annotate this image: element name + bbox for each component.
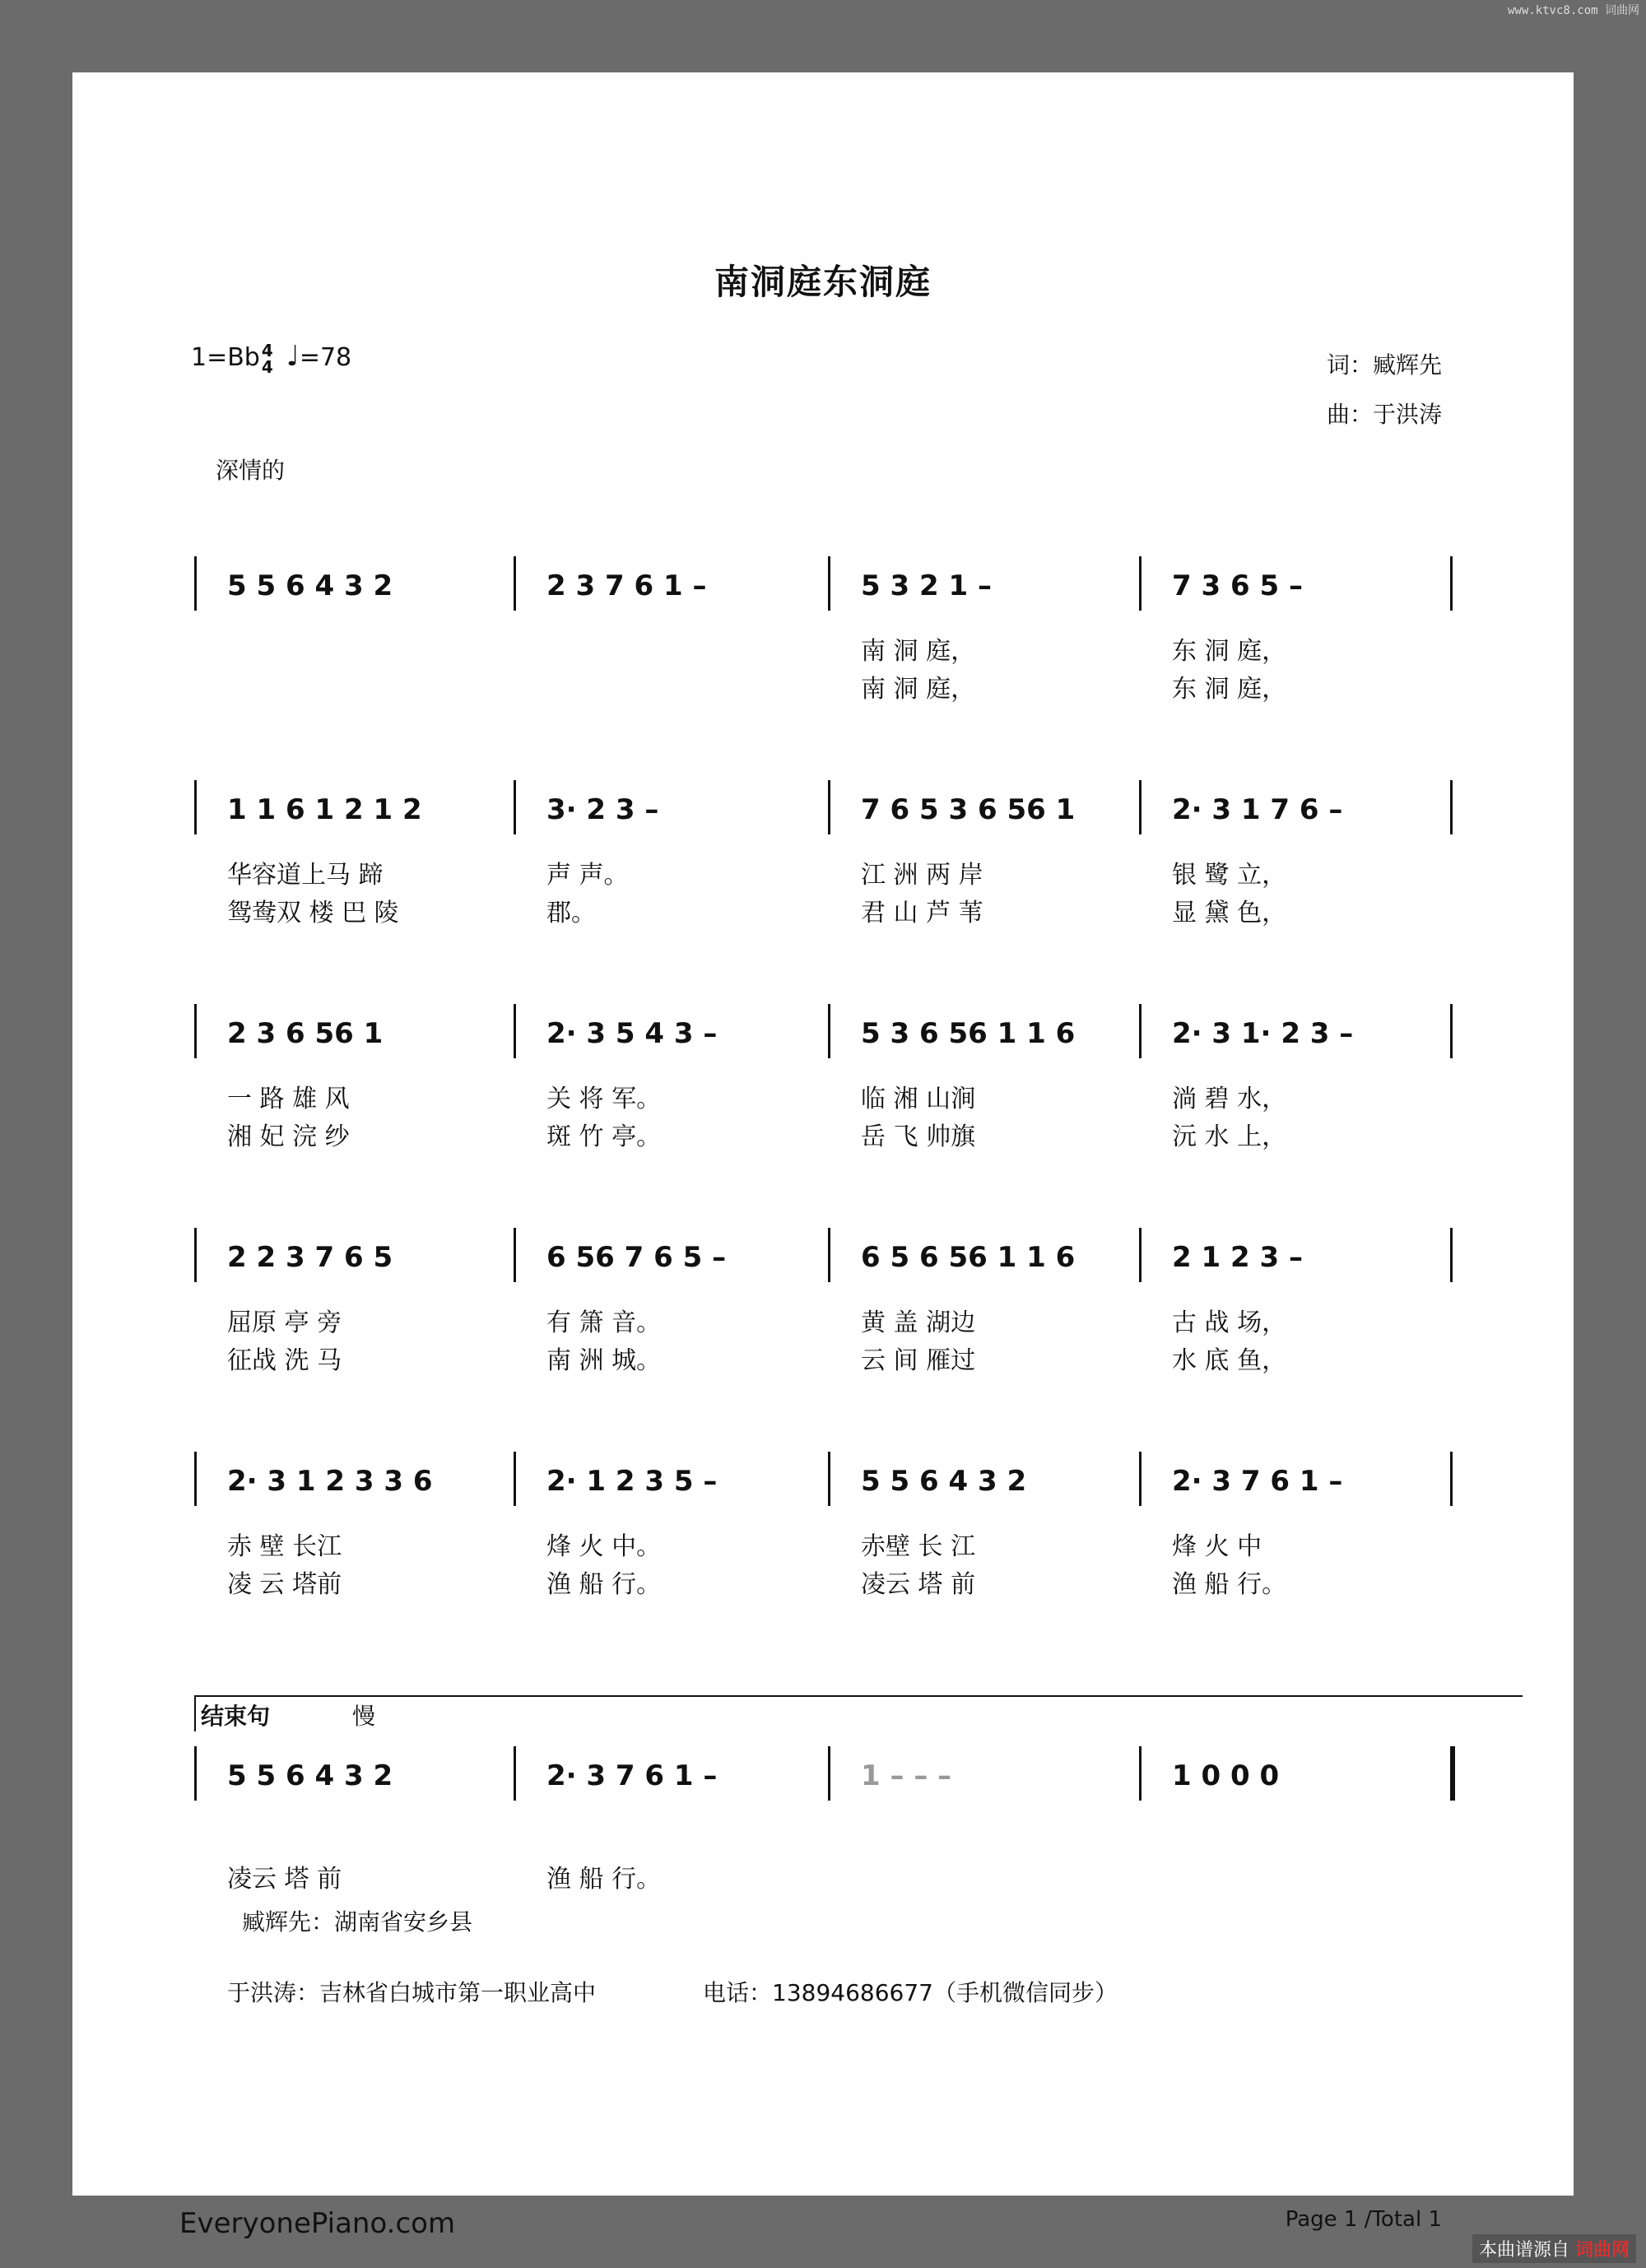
measure-notes: 5 3 6 56 1 1 6 xyxy=(861,1017,1076,1050)
measure-notes: 6 56 7 6 5 – xyxy=(546,1241,727,1274)
time-bottom: 4 xyxy=(261,356,273,377)
measure-notes: 2· 3 1 2 3 3 6 xyxy=(227,1465,433,1498)
lyricist-info: 臧辉先：湖南省安乡县 xyxy=(242,1908,473,1936)
measure-notes: 7 6 5 3 6 56 1 xyxy=(861,793,1076,826)
lyric-verse-1: 赤壁 长 江 xyxy=(861,1532,976,1561)
barline xyxy=(1450,780,1453,834)
time-top: 4 xyxy=(261,340,273,360)
lyric-verse-1: 关 将 军。 xyxy=(546,1085,662,1113)
lyric-verse-1: 黄 盖 湖边 xyxy=(861,1308,976,1337)
measure-notes: 2 2 3 7 6 5 xyxy=(227,1241,393,1274)
lyric-verse-2: 云 间 雁过 xyxy=(861,1346,976,1375)
barline xyxy=(514,556,516,611)
barline xyxy=(828,1228,830,1282)
barline xyxy=(194,780,197,834)
barline xyxy=(194,1452,197,1506)
barline xyxy=(828,1746,830,1801)
lyric-verse-2: 渔 船 行。 xyxy=(1172,1570,1287,1599)
composer: 曲：于洪涛 xyxy=(1326,401,1442,428)
lyric-verse-1: 东 洞 庭， xyxy=(1172,637,1287,666)
measure-notes: 2· 3 7 6 1 – xyxy=(1172,1465,1343,1498)
lyric-verse-2: 东 洞 庭， xyxy=(1172,675,1287,704)
barline xyxy=(194,556,197,611)
lyric-verse-2: 水 底 鱼， xyxy=(1172,1346,1287,1375)
barline xyxy=(194,1228,197,1282)
page-number: Page 1 /Total 1 xyxy=(1285,2207,1442,2232)
tempo-slow: 慢 xyxy=(352,1703,376,1730)
measure-notes: 2· 3 1 7 6 – xyxy=(1172,793,1343,826)
measure-notes: 2· 1 2 3 5 – xyxy=(546,1465,718,1498)
lyric-verse-2: 凌 云 塔前 xyxy=(227,1570,342,1599)
lyric-verse-1: 南 洞 庭， xyxy=(861,637,976,666)
lyric-ending: 渔 船 行。 xyxy=(546,1865,662,1894)
lyric-verse-1: 烽 火 中 xyxy=(1172,1532,1262,1561)
quarter-note-icon: ♩ xyxy=(286,340,300,373)
barline xyxy=(1139,1452,1142,1506)
measure-notes: 7 3 6 5 – xyxy=(1172,569,1303,602)
barline xyxy=(514,1004,516,1058)
barline xyxy=(1139,1228,1142,1282)
lyric-verse-1: 淌 碧 水， xyxy=(1172,1085,1287,1113)
barline xyxy=(1139,556,1142,611)
barline xyxy=(514,1452,516,1506)
time-signature xyxy=(262,342,273,375)
lyric-verse-2: 鸳鸯双 楼 巴 陵 xyxy=(227,899,399,927)
lyric-verse-1: 赤 壁 长江 xyxy=(227,1532,342,1561)
lyric-verse-1: 屈原 亭 旁 xyxy=(227,1308,342,1337)
measure-notes: 2· 3 5 4 3 – xyxy=(546,1017,718,1050)
lyric-verse-1: 临 湘 山涧 xyxy=(861,1085,976,1113)
watermark-top: www.ktvc8.com 词曲网 xyxy=(1507,4,1639,17)
watermark-prefix: 本曲谱源自 xyxy=(1478,2240,1569,2261)
lyric-verse-1: 华容道上马 蹄 xyxy=(227,861,384,890)
measure-notes: 2 1 2 3 – xyxy=(1172,1241,1303,1274)
measure-notes: 2· 3 7 6 1 – xyxy=(546,1759,718,1792)
lyric-verse-1: 有 箫 音。 xyxy=(546,1308,662,1337)
site-name[interactable]: EveryonePiano.com xyxy=(179,2207,456,2240)
measure-notes: 5 5 6 4 3 2 xyxy=(227,569,393,602)
barline xyxy=(1139,1746,1142,1801)
barline xyxy=(828,780,830,834)
watermark-brand: 词曲网 xyxy=(1574,2240,1630,2261)
barline xyxy=(1139,1004,1142,1058)
lyric-verse-1: 银 鹭 立， xyxy=(1172,861,1287,890)
key-signature xyxy=(191,340,351,375)
measure-notes: 1 1 6 1 2 1 2 xyxy=(227,793,422,826)
lyric-verse-2: 凌云 塔 前 xyxy=(861,1570,976,1599)
barline xyxy=(1450,1004,1453,1058)
lyric-verse-2: 郡。 xyxy=(546,899,596,927)
lyric-verse-2: 征战 洗 马 xyxy=(227,1346,342,1375)
barline xyxy=(194,1746,197,1801)
lyric-verse-2: 沅 水 上， xyxy=(1172,1122,1287,1151)
barline xyxy=(828,1004,830,1058)
barline xyxy=(514,1746,516,1801)
ending-label: 结束句 xyxy=(201,1703,271,1730)
measure-notes: 1 – – – xyxy=(861,1759,952,1792)
watermark-bottom xyxy=(1472,2234,1636,2263)
measure-notes: 2 3 7 6 1 – xyxy=(546,569,707,602)
lyric-verse-1: 古 战 场， xyxy=(1172,1308,1287,1337)
lyric-verse-1: 声 声。 xyxy=(546,861,629,890)
barline xyxy=(1450,556,1453,611)
lyric-verse-2: 湘 妃 浣 纱 xyxy=(227,1122,350,1151)
barline xyxy=(1450,1746,1455,1801)
lyric-verse-1: 一 路 雄 风 xyxy=(227,1085,350,1113)
lyric-verse-1: 江 洲 两 岸 xyxy=(861,861,983,890)
key-prefix: 1=Bb xyxy=(191,343,260,372)
lyric-verse-2: 岳 飞 帅旗 xyxy=(861,1122,976,1151)
barline xyxy=(514,1228,516,1282)
expression-mark: 深情的 xyxy=(216,457,286,484)
lyric-ending: 凌云 塔 前 xyxy=(227,1865,342,1894)
lyricist: 词：臧辉先 xyxy=(1326,351,1442,379)
barline xyxy=(514,780,516,834)
phone-info: 电话：13894686677（手机微信同步） xyxy=(703,1979,1118,2006)
barline xyxy=(828,556,830,611)
lyric-verse-2: 南 洞 庭， xyxy=(861,675,976,704)
barline xyxy=(1139,780,1142,834)
lyric-verse-1: 烽 火 中。 xyxy=(546,1532,662,1561)
tempo: =78 xyxy=(299,343,352,372)
composer-info: 于洪涛：吉林省白城市第一职业高中 xyxy=(227,1979,597,2006)
lyric-verse-2: 君 山 芦 苇 xyxy=(861,899,983,927)
barline xyxy=(194,1004,197,1058)
page-title: 南洞庭东洞庭 xyxy=(714,262,932,302)
lyric-verse-2: 显 黛 色， xyxy=(1172,899,1287,927)
measure-notes: 2 3 6 56 1 xyxy=(227,1017,384,1050)
measure-notes: 5 5 6 4 3 2 xyxy=(227,1759,393,1792)
lyric-verse-2: 斑 竹 亭。 xyxy=(546,1122,662,1151)
barline xyxy=(828,1452,830,1506)
measure-notes: 1 0 0 0 xyxy=(1172,1759,1280,1792)
lyric-verse-2: 南 洲 城。 xyxy=(546,1346,662,1375)
lyric-verse-2: 渔 船 行。 xyxy=(546,1570,662,1599)
measure-notes: 5 5 6 4 3 2 xyxy=(861,1465,1027,1498)
ending-bracket xyxy=(194,1695,1523,1731)
barline xyxy=(1450,1452,1453,1506)
barline xyxy=(1450,1228,1453,1282)
measure-notes: 5 3 2 1 – xyxy=(861,569,992,602)
measure-notes: 3· 2 3 – xyxy=(546,793,659,826)
measure-notes: 6 5 6 56 1 1 6 xyxy=(861,1241,1076,1274)
score-sheet xyxy=(72,72,1574,2240)
measure-notes: 2· 3 1· 2 3 – xyxy=(1172,1017,1354,1050)
